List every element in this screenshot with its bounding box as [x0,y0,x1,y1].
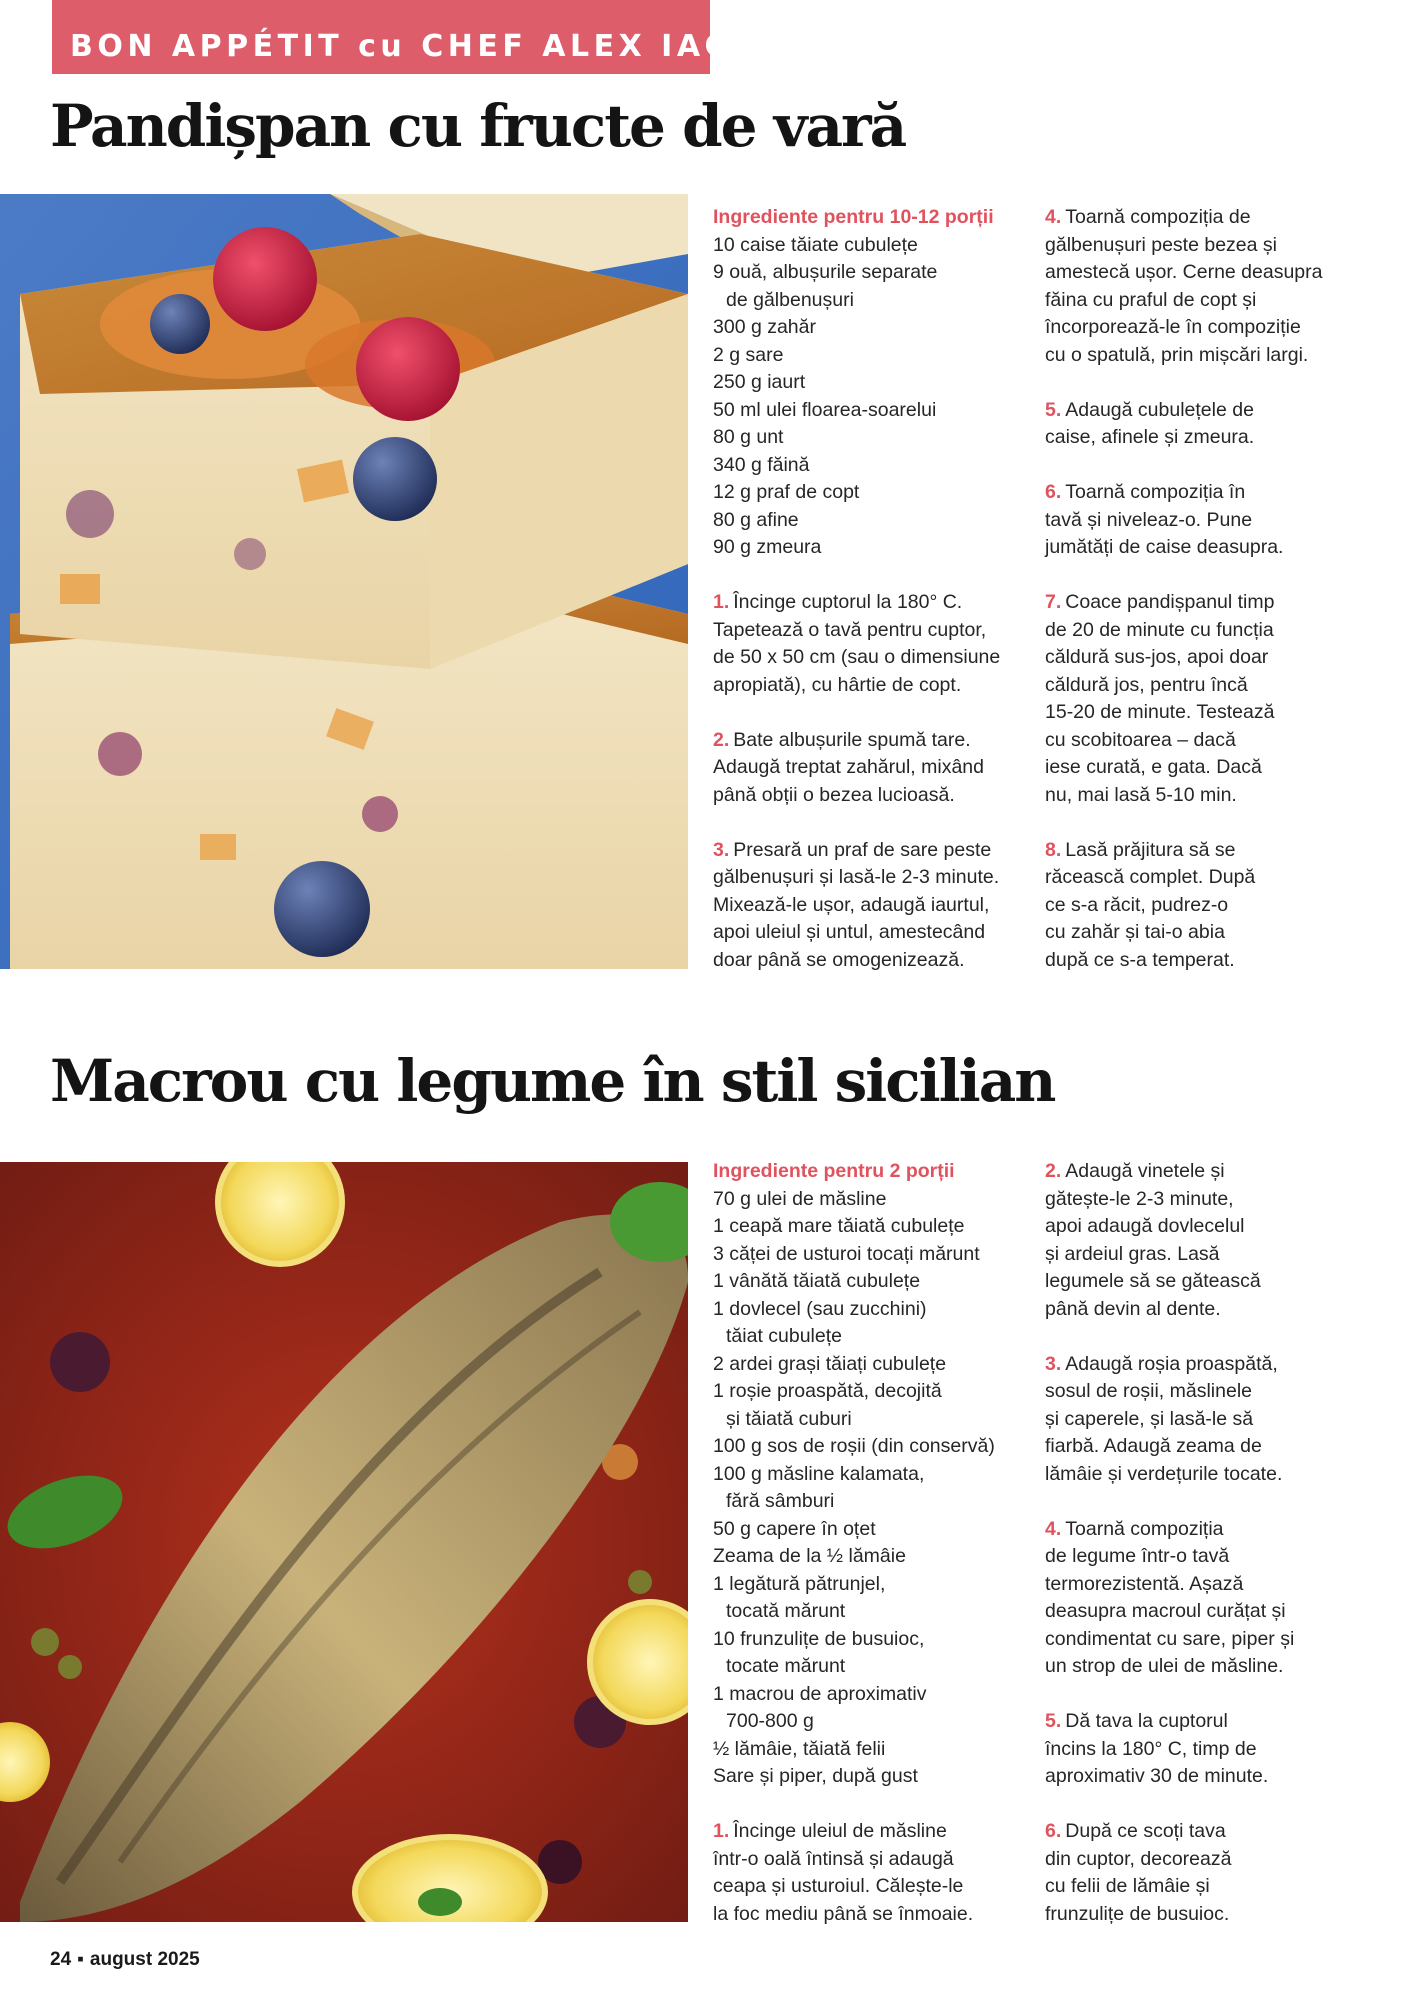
step-line [1045,892,1345,920]
step-text: După ce scoți tava [1065,1820,1226,1842]
step-line [713,1818,1033,1846]
recipe-title: Pandișpan cu fructe de vară [50,92,906,160]
step-text: cu zahăr și tai-o abia [1045,921,1225,943]
step-line [1045,947,1345,975]
step-line [1045,672,1345,700]
step-line [1045,1736,1345,1764]
step-line [1045,1158,1345,1186]
ingredient-item: 70 g ulei de măsline [713,1187,887,1210]
step-line [713,919,1023,947]
step-line [713,782,1023,810]
ingredient-item: 9 ouă, albușurile separate [713,261,938,283]
ingredient-item: 3 căței de usturoi tocați mărunt [713,1242,980,1265]
step-text: căldură sus-jos, apoi doar [1045,646,1269,668]
ingredient-item: 10 caise tăiate cubulețe [713,233,918,256]
step-line [1045,259,1345,287]
step-line [713,727,1023,755]
step-line [713,837,1023,865]
ingredient-item: 10 frunzulițe de busuioc, [713,1627,925,1650]
step-text: Toarnă compoziția [1065,1517,1224,1540]
step-line [1045,1708,1345,1736]
step-text: încorporează-le în compoziție [1045,316,1301,338]
ingredient-item: 50 g capere în oțet [713,1517,876,1540]
step-text: într-o oală întinsă și adaugă [713,1847,954,1870]
step-line [713,672,1023,700]
step-text: cu felii de lămâie și [1045,1875,1210,1897]
ingredient-item: 90 g zmeura [713,536,822,558]
step-line [1045,397,1345,425]
step-text: Coace pandișpanul timp [1065,591,1275,613]
step-1 [713,589,1023,699]
step-line [1045,314,1345,342]
step-line [713,1901,1033,1929]
step-number: 5. [1045,398,1062,421]
step-number: 3. [713,838,730,861]
ingredient-item: tăiat cubulețe [726,1325,843,1347]
step-text: de legume într-o tavă [1045,1545,1230,1567]
step-4 [1045,1516,1345,1681]
step-8 [1045,837,1345,975]
step-text: după ce s-a temperat. [1045,948,1235,971]
step-5 [1045,397,1345,452]
step-5 [1045,1708,1345,1791]
step-line [1045,589,1345,617]
ingredient-item: tocate mărunt [726,1655,846,1677]
ingredient-item: 250 g iaurt [713,371,806,393]
step-text: legumele să se gătească [1045,1270,1261,1292]
step-text: gălbenușuri peste bezea și [1045,233,1277,256]
step-line [1045,424,1345,452]
step-text: ce s-a răcit, pudrez-o [1045,893,1229,916]
step-line [1045,1901,1345,1929]
step-text: făina cu praful de copt și [1045,288,1257,311]
step-line [1045,864,1345,892]
step-text: Bate albușurile spumă tare. [733,728,971,751]
section-banner-label: BON APPÉTIT cu CHEF ALEX IACOB [70,29,789,64]
step-text: Presară un praf de sare peste [733,838,992,861]
step-text: Mixează-le ușor, adaugă iaurtul, [713,893,990,916]
step-text: la foc mediu până se înmoaie. [713,1902,974,1925]
step-line [1045,342,1345,370]
step-text: ceapa și usturoiul. Călește-le [713,1875,964,1897]
step-line [713,617,1023,645]
step-text: încins la 180° C, timp de [1045,1737,1257,1760]
separator-dot: ▪ [77,1949,84,1970]
ingredient-item: 50 ml ulei floarea-soarelui [713,398,937,421]
step-text: de 20 de minute cu funcția [1045,618,1274,641]
step-text: fiarbă. Adaugă zeama de [1045,1435,1262,1457]
step-line [1045,1516,1345,1544]
step-6 [1045,1818,1345,1928]
step-text: răcească complet. După [1045,866,1256,888]
step-line [1045,1241,1345,1269]
page-footer [50,1949,200,1971]
ingredient-item: tocată mărunt [726,1600,846,1622]
ingredient-item: 2 g sare [713,343,784,366]
ingredient-item: 100 g sos de roșii (din conservă) [713,1435,995,1457]
step-number: 2. [1045,1160,1062,1182]
step-line [1045,479,1345,507]
ingredient-item: Zeama de la ½ lămâie [713,1545,906,1567]
step-text: deasupra macroul curățat și [1045,1600,1286,1622]
ingredient-item: de gălbenușuri [726,288,854,311]
step-text: apoi adaugă dovlecelul [1045,1215,1245,1237]
ingredients-heading: Ingrediente pentru 2 porții [713,1160,955,1182]
step-text: apropiată), cu hârtie de copt. [713,673,962,696]
step-line [1045,1653,1345,1681]
step-line [1045,1406,1345,1434]
ingredient-item: 80 g afine [713,508,799,531]
ingredients-list [713,204,1023,1002]
step-line [1045,644,1345,672]
ingredient-item: 1 dovlecel (sau zucchini) [713,1297,927,1320]
step-number: 3. [1045,1352,1062,1375]
step-number: 6. [1045,1820,1062,1842]
step-line [1045,1543,1345,1571]
step-1 [713,1818,1033,1928]
step-line [1045,232,1345,260]
steps-column [1045,1158,1345,1956]
step-text: de 50 x 50 cm (sau o dimensiune [713,646,1001,668]
step-line [713,589,1023,617]
ingredient-item: 100 g măsline kalamata, [713,1462,925,1485]
step-line [713,754,1023,782]
step-3 [713,837,1023,975]
step-line [1045,1571,1345,1599]
ingredient-item: 1 legătură pătrunjel, [713,1572,886,1595]
ingredient-item: 1 vânătă tăiată cubulețe [713,1270,921,1292]
step-line [713,947,1023,975]
step-number: 1. [713,1820,730,1842]
step-line [1045,1763,1345,1791]
step-line [1045,534,1345,562]
step-text: iese curată, e gata. Dacă [1045,756,1262,778]
step-text: 15-20 de minute. Testează [1045,701,1275,723]
step-text: gătește-le 2-3 minute, [1045,1187,1234,1210]
step-7 [1045,589,1345,809]
step-text: amestecă ușor. Cerne deasupra [1045,261,1323,283]
ingredient-item: 1 roșie proaspătă, decojită [713,1380,942,1402]
step-line [1045,1433,1345,1461]
step-text: și ardeiul gras. Lasă [1045,1242,1220,1265]
step-text: Adaugă roșia proaspătă, [1065,1352,1278,1375]
step-number: 5. [1045,1710,1062,1732]
steps-column [1045,204,1345,1002]
step-text: Adaugă vinetele și [1065,1160,1225,1182]
step-number: 1. [713,591,730,613]
step-text: tavă și niveleaz-o. Pune [1045,508,1253,531]
step-line [713,864,1023,892]
step-line [1045,727,1345,755]
step-line [1045,1186,1345,1214]
step-4 [1045,204,1345,369]
ingredient-item: fără sâmburi [726,1490,835,1512]
step-line [1045,1268,1345,1296]
step-text: Încinge cuptorul la 180° C. [733,591,963,613]
step-text: Tapetează o tavă pentru cuptor, [713,618,987,641]
ingredient-item: 2 ardei grași tăiați cubulețe [713,1352,947,1375]
recipe-title: Macrou cu legume în stil sicilian [50,1047,1055,1115]
step-text: din cuptor, decorează [1045,1847,1232,1870]
step-line [1045,1461,1345,1489]
step-number: 7. [1045,591,1062,613]
step-text: Lasă prăjitura să se [1065,838,1236,861]
step-line [713,1846,1033,1874]
step-line [1045,287,1345,315]
step-text: Toarnă compoziția de [1065,206,1251,228]
step-text: Dă tava la cuptorul [1065,1710,1228,1732]
step-2 [713,727,1023,810]
step-text: caise, afinele și zmeura. [1045,426,1255,448]
step-line [1045,754,1345,782]
step-line [1045,1378,1345,1406]
ingredients-list [713,1158,1033,1956]
ingredient-item: 1 macrou de aproximativ [713,1682,927,1705]
step-text: până obții o bezea lucioasă. [713,783,955,806]
step-text: un strop de ulei de măsline. [1045,1655,1284,1677]
ingredient-item: 300 g zahăr [713,316,816,338]
page-number: 24 [50,1949,72,1970]
step-6 [1045,479,1345,562]
step-text: cu scobitoarea – dacă [1045,728,1236,751]
step-line [1045,1626,1345,1654]
ingredient-item: 80 g unt [713,426,784,448]
step-text: Adaugă treptat zahărul, mixând [713,756,985,778]
ingredient-item: 700-800 g [726,1710,814,1732]
step-text: lămâie și verdețurile tocate. [1045,1462,1283,1485]
step-line [1045,204,1345,232]
step-text: condimentat cu sare, piper și [1045,1627,1295,1650]
step-text: cu o spatulă, prin mișcări largi. [1045,343,1309,366]
step-line [1045,1598,1345,1626]
step-text: aproximativ 30 de minute. [1045,1765,1269,1787]
step-line [1045,1846,1345,1874]
step-number: 4. [1045,206,1062,228]
step-number: 8. [1045,838,1062,861]
ingredient-item: 12 g praf de copt [713,481,860,503]
step-line [713,1873,1033,1901]
step-line [1045,1818,1345,1846]
ingredient-item: 340 g făină [713,453,810,476]
step-text: căldură jos, pentru încă [1045,673,1248,696]
ingredient-item: și tăiată cuburi [726,1407,852,1430]
step-line [1045,1873,1345,1901]
step-text: frunzulițe de busuioc. [1045,1902,1230,1925]
step-text: gălbenușuri și lasă-le 2-3 minute. [713,866,1000,888]
step-line [1045,1213,1345,1241]
ingredient-item: ½ lămâie, tăiată felii [713,1737,886,1760]
step-line [1045,507,1345,535]
cake-photo [0,194,688,969]
step-text: termorezistentă. Așază [1045,1572,1244,1595]
step-line [1045,699,1345,727]
step-3 [1045,1351,1345,1489]
step-line [1045,1296,1345,1324]
issue-date: august 2025 [89,1949,200,1970]
step-line [1045,1351,1345,1379]
step-line [1045,617,1345,645]
step-number: 2. [713,728,730,751]
ingredients-heading: Ingrediente pentru 10-12 porții [713,206,994,228]
step-line [1045,837,1345,865]
step-text: apoi uleiul și untul, amestecând [713,921,986,943]
step-line [1045,782,1345,810]
step-text: sosul de roșii, măslinele [1045,1380,1253,1402]
ingredient-item: 1 ceapă mare tăiată cubulețe [713,1215,965,1237]
step-text: Toarnă compoziția în [1065,481,1246,503]
step-number: 4. [1045,1517,1062,1540]
step-number: 6. [1045,481,1062,503]
step-line [713,892,1023,920]
ingredient-item: Sare și piper, după gust [713,1765,918,1787]
step-line [1045,919,1345,947]
step-line [713,644,1023,672]
step-text: Adaugă cubulețele de [1065,398,1254,421]
section-banner [52,0,789,74]
step-2 [1045,1158,1345,1323]
step-text: și caperele, și lasă-le să [1045,1407,1254,1430]
step-text: jumătăți de caise deasupra. [1045,536,1284,558]
step-text: nu, mai lasă 5-10 min. [1045,783,1237,806]
step-text: doar până se omogenizează. [713,948,965,971]
step-text: până devin al dente. [1045,1297,1221,1320]
mackerel-photo [0,1162,688,1922]
step-text: Încinge uleiul de măsline [733,1820,947,1842]
